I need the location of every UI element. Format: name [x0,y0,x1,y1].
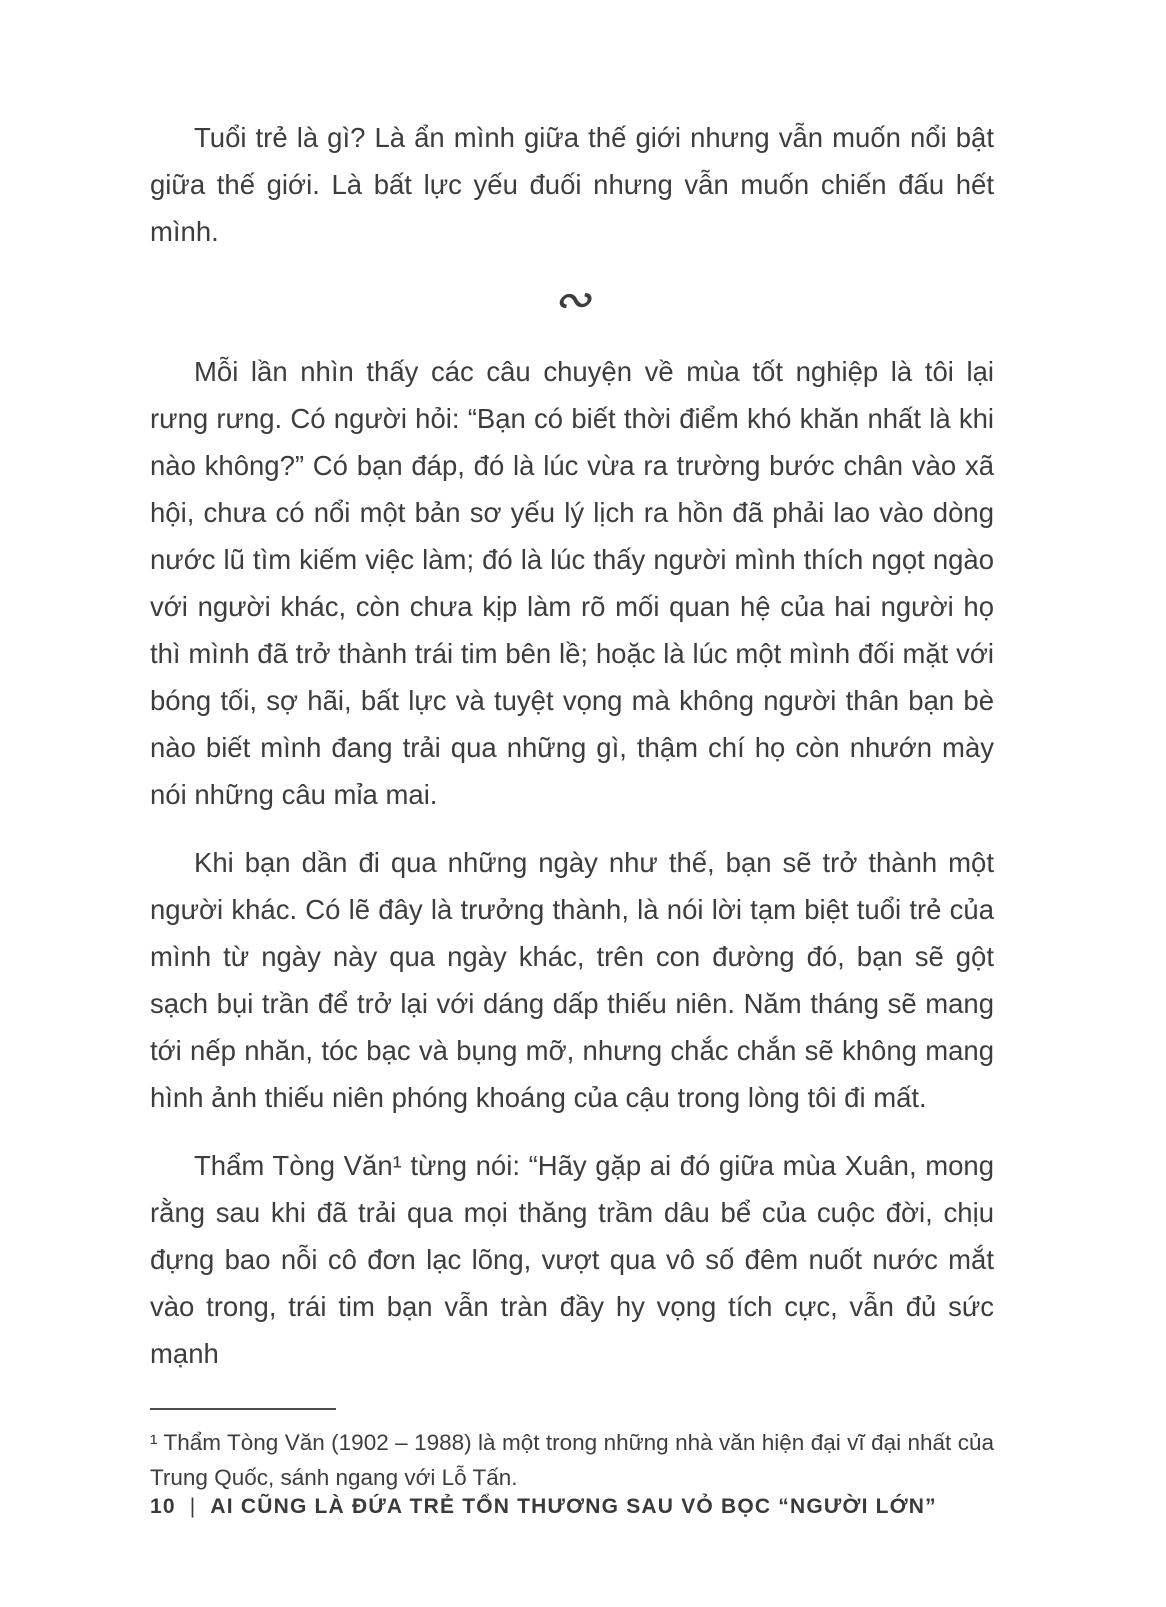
page-footer [150,1495,994,1519]
paragraph: Thẩm Tòng Văn¹ từng nói: “Hãy gặp ai đó giữa mùa Xuân, mong rằng sau khi đã trải qua mọi thăng trầm dâu bể của cuộc đời, chịu đựng bao nỗi cô đơn lạc lõng, vượt qua vô số đêm nuốt nước mắt vào trong, trái tim bạn vẫn tràn đầy hy vọng tích cực, vẫn đủ sức mạnh [150,1150,994,1369]
book-title: AI CŨNG LÀ ĐỨA TRẺ TỔN THƯƠNG SAU VỎ BỌC “NGƯỜI LỚN” [210,1495,937,1518]
paragraph-intro: Tuổi trẻ là gì? Là ẩn mình giữa thế giới nhưng vẫn muốn nổi bật giữa thế giới. Là bất lực yếu đuối nhưng vẫn muốn chiến đấu hết mình. [150,122,994,247]
section-break-flourish-icon: ∾ [552,273,592,325]
footer-separator: | [189,1495,197,1518]
footnote: ¹ Thẩm Tòng Văn (1902 – 1988) là một trong những nhà văn hiện đại vĩ đại nhất của Trung Quốc, sánh ngang với Lỗ Tấn. [150,1430,994,1490]
page-number: 10 [150,1495,176,1518]
footnote-block [150,1408,994,1495]
body-text [150,114,994,1398]
paragraph: Khi bạn dần đi qua những ngày như thế, bạn sẽ trở thành một người khác. Có lẽ đây là trưởng thành, là nói lời tạm biệt tuổi trẻ của mình từ ngày này qua ngày khác, trên con đường đó, bạn sẽ gột sạch bụi trần để trở lại với dáng dấp thiếu niên. Năm tháng sẽ mang tới nếp nhăn, tóc bạc và bụng mỡ, nhưng chắc chắn sẽ không mang hình ảnh thiếu niên phóng khoáng của cậu trong lòng tôi đi mất. [150,847,994,1113]
footnote-divider [150,1408,336,1410]
paragraph: Mỗi lần nhìn thấy các câu chuyện về mùa tốt nghiệp là tôi lại rưng rưng. Có người hỏi: “Bạn có biết thời điểm khó khăn nhất là khi nào không?” Có bạn đáp, đó là lúc vừa ra trường bước chân vào xã hội, chưa có nổi một bản sơ yếu lý lịch ra hồn đã phải lao vào dòng nước lũ tìm kiếm việc làm; đó là lúc thấy người mình thích ngọt ngào với người khác, còn chưa kịp làm rõ mối quan hệ của hai người họ thì mình đã trở thành trái tim bên lề; hoặc là lúc một mình đối mặt với bóng tối, sợ hãi, bất lực và tuyệt vọng mà không người thân bạn bè nào biết mình đang trải qua những gì, thậm chí họ còn nhướn mày nói những câu mỉa mai. [150,356,994,810]
